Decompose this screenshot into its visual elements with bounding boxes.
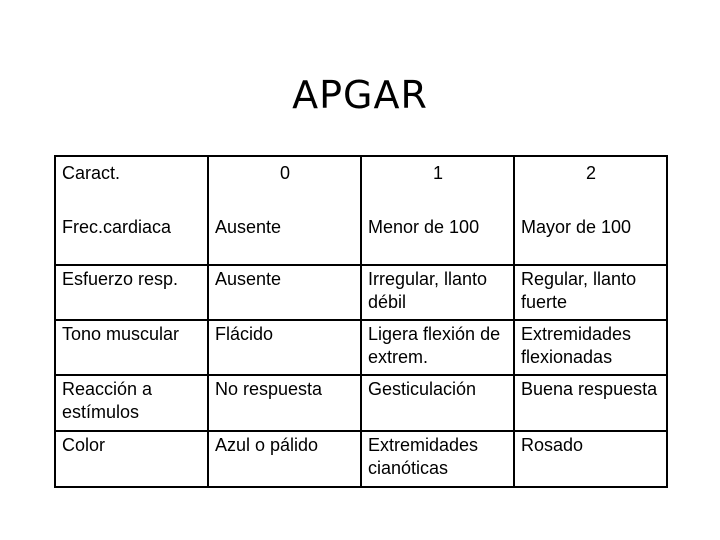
- table-cell: Rosado: [514, 431, 667, 487]
- table-row: [55, 320, 667, 375]
- table-cell: Irregular, llanto débil: [361, 265, 514, 320]
- table-cell: Color: [55, 431, 208, 487]
- table-cell: Buena respuesta: [514, 375, 667, 431]
- table-cell: Extremidades cianóticas: [361, 431, 514, 487]
- header-cell-score-2: 2: [514, 156, 667, 211]
- table-cell: Mayor de 100: [514, 211, 667, 265]
- apgar-table: [54, 155, 668, 488]
- table-cell: Tono muscular: [55, 320, 208, 375]
- table-cell: Regular, llanto fuerte: [514, 265, 667, 320]
- table-cell: Azul o pálido: [208, 431, 361, 487]
- table-row: [55, 211, 667, 265]
- header-cell-score-0: 0: [208, 156, 361, 211]
- table-row: [55, 431, 667, 487]
- table-header-row: [55, 156, 667, 211]
- table-cell: No respuesta: [208, 375, 361, 431]
- table-row: [55, 265, 667, 320]
- table-cell: Reacción a estímulos: [55, 375, 208, 431]
- table-cell: Ligera flexión de extrem.: [361, 320, 514, 375]
- header-cell-score-1: 1: [361, 156, 514, 211]
- table-row: [55, 375, 667, 431]
- table-cell: Menor de 100: [361, 211, 514, 265]
- table-cell: Extremidades flexionadas: [514, 320, 667, 375]
- table-cell: Gesticulación: [361, 375, 514, 431]
- table-cell: Ausente: [208, 265, 361, 320]
- table-cell: Esfuerzo resp.: [55, 265, 208, 320]
- page-title: APGAR: [292, 73, 428, 117]
- table-cell: Frec.cardiaca: [55, 211, 208, 265]
- table-cell: Flácido: [208, 320, 361, 375]
- table-cell: Ausente: [208, 211, 361, 265]
- header-cell-characteristic: Caract.: [55, 156, 208, 211]
